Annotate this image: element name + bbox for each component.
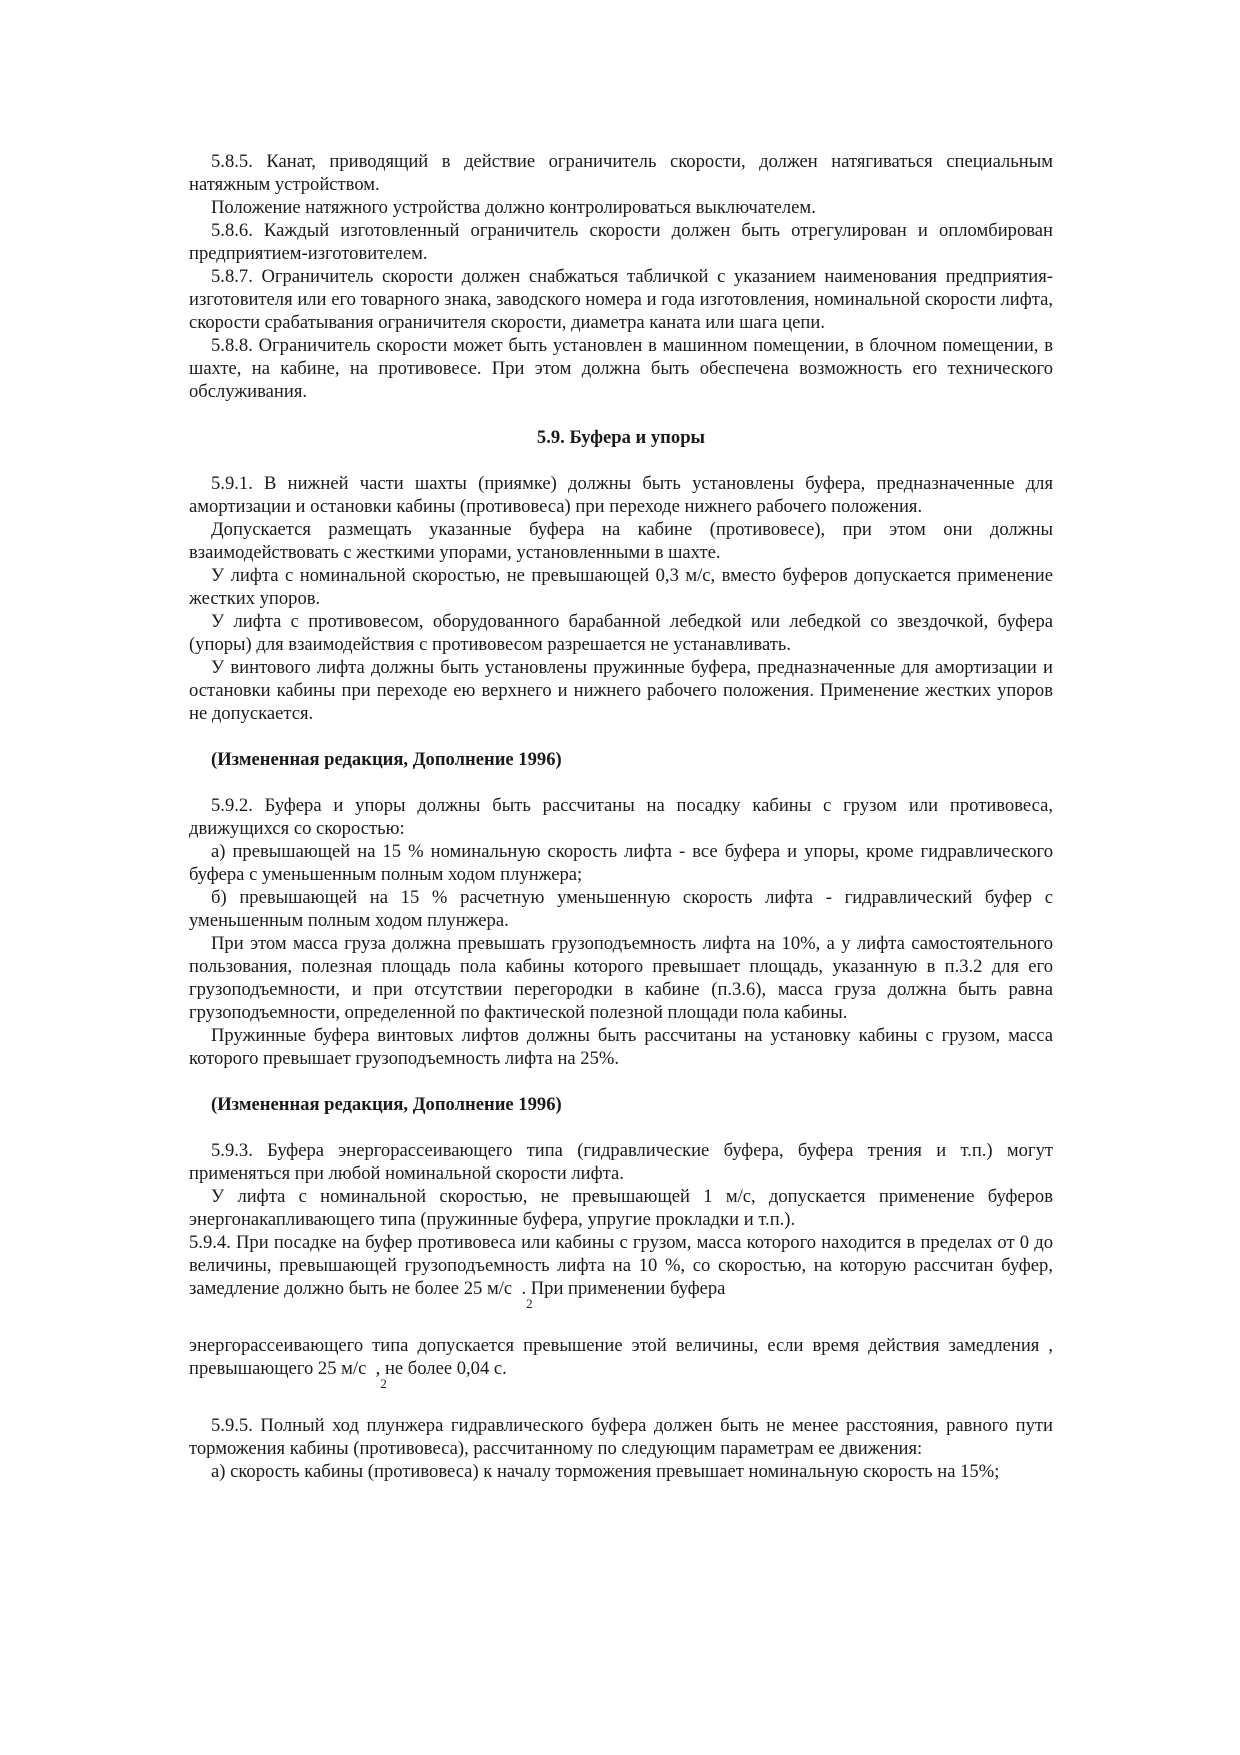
- para-5-9-4-part1: 5.9.4. При посадке на буфер противовеса или кабины с грузом, масса которого находится в пределах от 0 до величины, превышающей грузоподъемность лифта на 10 %, со скоростью, на которую рассчитан буфер, замедление должно быть не более 25 м/с: [189, 1232, 1053, 1299]
- paragraph-5-9-3: 5.9.3. Буфера энергорассеивающего типа (гидравлические буфера, буфера трения и т.п.) могут применяться при любой номинальной скорости лифта.: [189, 1140, 1053, 1184]
- amendment-note-2: (Измененная редакция, Дополнение 1996): [211, 1094, 562, 1115]
- paragraph-tension-switch: Положение натяжного устройства должно контролироваться выключателем.: [211, 197, 816, 218]
- paragraph-5-9-1: 5.9.1. В нижней части шахты (приямке) должны быть установлены буфера, предназначенные для амортизации и остановки кабины (противовеса) при переходе нижнего рабочего положения.: [189, 473, 1053, 517]
- paragraph-load-mass: При этом масса груза должна превышать грузоподъемность лифта на 10%, а у лифта самостоятельного пользования, полезная площадь пола кабины которого превышает площадь, указанную в п.3.2 для его грузоподъемности, и при отсутствии перегородки в кабине (п.3.6), масса груза должна быть равна грузоподъемности, определенной по фактической полезной площади пола кабины.: [189, 933, 1053, 1023]
- paragraph-item-a: а) превышающей на 15 % номинальную скорость лифта - все буфера и упоры, кроме гидравлического буфера с уменьшенным полным ходом плунжера;: [189, 841, 1053, 885]
- paragraph-5-8-5: 5.8.5. Канат, приводящий в действие ограничитель скорости, должен натягиваться специальным натяжным устройством.: [189, 151, 1053, 195]
- paragraph-spring-buffers: Пружинные буфера винтовых лифтов должны быть рассчитаны на установку кабины с грузом, масса которого превышает грузоподъемность лифта на 25%.: [189, 1025, 1053, 1069]
- paragraph-5-8-7: 5.8.7. Ограничитель скорости должен снабжаться табличкой с указанием наименования предприятия-изготовителя или его товарного знака, заводского номера и года изготовления, номинальной скорости лифта, скорости срабатывания ограничителя скорости, диаметра каната или шага цепи.: [189, 266, 1053, 333]
- document-page: [189, 150, 1053, 1483]
- para-5-9-4-part3: энергорассеивающего типа допускается превышение этой величины, если время действия замедления , превышающего 25 м/с: [189, 1335, 1053, 1379]
- unit-exponent-2: [366, 1357, 387, 1391]
- paragraph-rigid-stops: У лифта с номинальной скоростью, не превышающей 0,3 м/с, вместо буферов допускается применение жестких упоров.: [189, 565, 1053, 609]
- paragraph-energy-accumulating: У лифта с номинальной скоростью, не превышающей 1 м/с, допускается применение буферов энергонакапливающего типа (пружинные буфера, упругие прокладки и т.п.).: [189, 1186, 1053, 1230]
- paragraph-5-9-4: [189, 1231, 1053, 1311]
- paragraph-5-8-8: 5.8.8. Ограничитель скорости может быть установлен в машинном помещении, в блочном помещении, в шахте, на кабине, на противовесе. При этом должна быть обеспечена возможность его технического обслуживания.: [189, 335, 1053, 402]
- paragraph-5-9-2: 5.9.2. Буфера и упоры должны быть рассчитаны на посадку кабины с грузом или противовеса, движущихся со скоростью:: [189, 795, 1053, 839]
- para-5-9-4-part4: , не более 0,04 с.: [375, 1358, 507, 1379]
- unit-exponent-1: [512, 1277, 533, 1311]
- paragraph-5-9-4-continued: [189, 1334, 1053, 1391]
- paragraph-buffers-on-cabin: Допускается размещать указанные буфера на кабине (противовесе), при этом они должны взаимодействовать с жесткими упорами, установленными в шахте.: [189, 519, 1053, 563]
- paragraph-screw-lift: У винтового лифта должны быть установлены пружинные буфера, предназначенные для амортизации и остановки кабины при переходе ею верхнего и нижнего рабочего положения. Применение жестких упоров не допускается.: [189, 657, 1053, 724]
- paragraph-5-9-5: 5.9.5. Полный ход плунжера гидравлического буфера должен быть не менее расстояния, равного пути торможения кабины (противовеса), рассчитанному по следующим параметрам ее движения:: [189, 1415, 1053, 1459]
- section-heading: 5.9. Буфера и упоры: [536, 427, 706, 448]
- paragraph-5-8-6: 5.8.6. Каждый изготовленный ограничитель скорости должен быть отрегулирован и опломбирован предприятием-изготовителем.: [189, 220, 1053, 264]
- exponent-2: 2: [526, 1296, 533, 1311]
- amendment-note-1: (Измененная редакция, Дополнение 1996): [211, 749, 562, 770]
- para-5-9-4-part2: . При применении буфера: [521, 1278, 726, 1299]
- paragraph-drum-winch: У лифта с противовесом, оборудованного барабанной лебедкой или лебедкой со звездочкой, буфера (упоры) для взаимодействия с противовесом разрешается не устанавливать.: [189, 611, 1053, 655]
- paragraph-5-9-5-item-a: а) скорость кабины (противовеса) к началу торможения превышает номинальную скорость на 15%;: [211, 1461, 1000, 1482]
- paragraph-item-b: б) превышающей на 15 % расчетную уменьшенную скорость лифта - гидравлический буфер с уменьшенным полным ходом плунжера.: [189, 887, 1053, 931]
- exponent-2b: 2: [380, 1376, 387, 1391]
